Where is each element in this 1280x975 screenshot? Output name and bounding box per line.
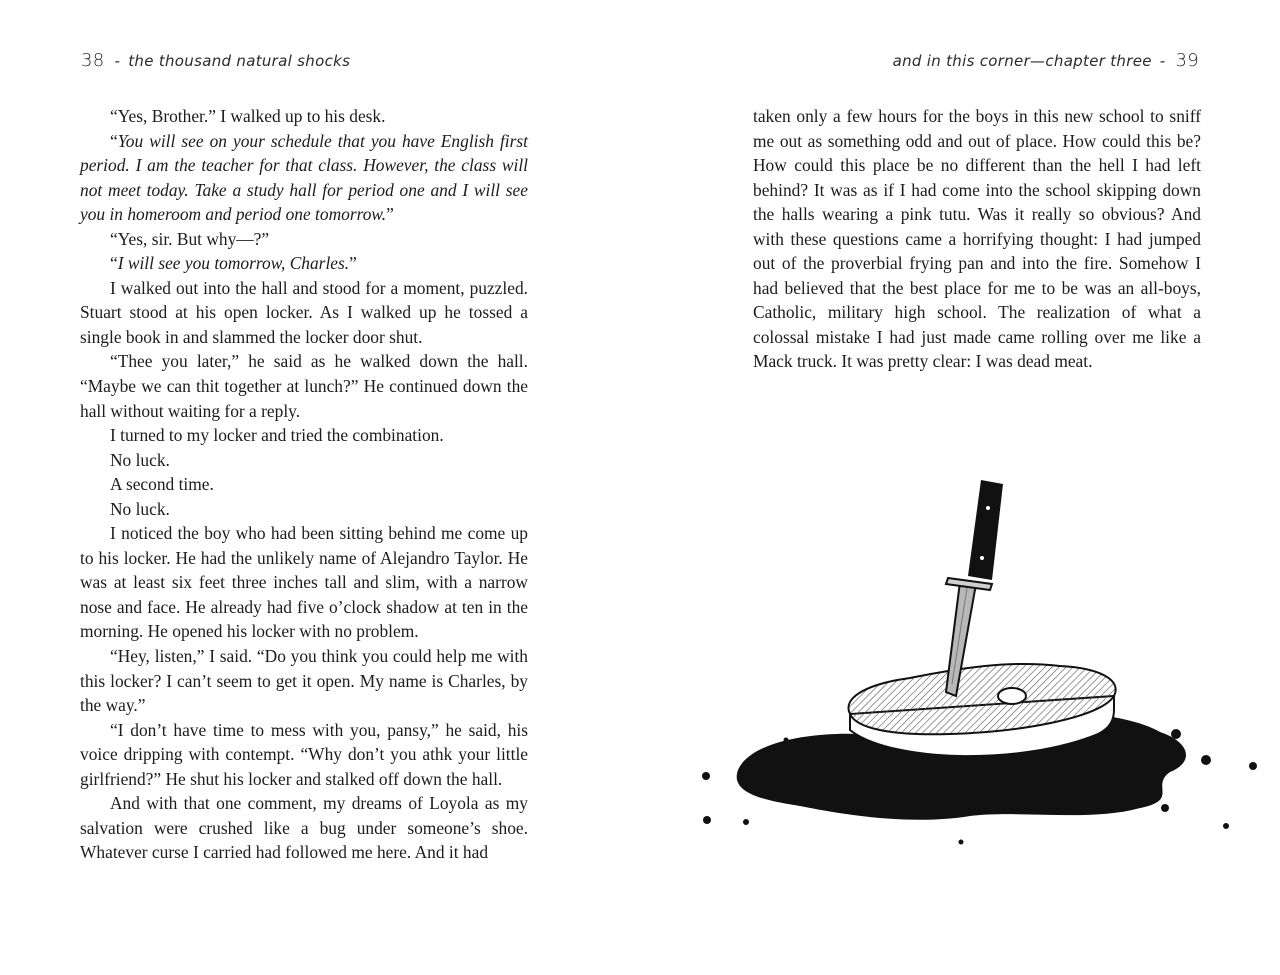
left-page-text: [80, 104, 528, 865]
paragraph: “I don’t have time to mess with you, pansy,” he said, his voice dripping with contempt. “Why don’t you athk your little girlfriend?” He shut his locker and stalked off down the hall.: [80, 719, 528, 789]
paragraph: “Thee you later,” he said as he walked down the hall. “Maybe we can thit together at lunch?” He continued down the hall without waiting for a reply.: [80, 351, 528, 421]
paragraph: And with that one comment, my dreams of Loyola as my salvation were crushed like a bug under someone’s shoe. Whatever curse I carried had followed me here. And it had: [80, 793, 528, 863]
paragraph: A second time.: [110, 474, 214, 495]
ink-splatter: [1161, 804, 1169, 812]
ink-splatter: [1201, 755, 1211, 765]
handle-rivet: [986, 506, 990, 510]
ink-splatter: [702, 772, 710, 780]
ink-splatter: [1171, 729, 1181, 739]
left-header-separator: -: [114, 52, 121, 70]
knife-handle: [968, 480, 1003, 580]
knife-in-steak-illustration: [690, 470, 1270, 860]
right-header-separator: -: [1159, 52, 1166, 70]
paragraph: taken only a few hours for the boys in this new school to sniff me out as something odd and out of place. How could this be? How could this place be no different than the hell I had left behind? It was as if I had come into the school skipping down the halls wearing a pink tutu. Was it really so obvious? And with these questions came a horrifying thought: I had jumped out of the proverbial frying pan and into the fire. Somehow I had believed that the best place for me to be was an all-boys, Catholic, military high school. The realization of what a colossal mistake I had just made came rolling over me like a Mack truck. It was pretty clear: I was dead meat.: [753, 106, 1201, 372]
left-running-head: [79, 50, 350, 71]
paragraph: No luck.: [110, 449, 170, 470]
paragraph: No luck.: [110, 498, 170, 519]
ink-splatter: [1249, 762, 1257, 770]
illustration-svg: [690, 470, 1270, 860]
ink-splatter: [959, 840, 964, 845]
italic-speech: I will see you tomorrow, Charles.: [117, 253, 350, 274]
paragraph: “Yes, sir. But why—?”: [110, 228, 270, 249]
paragraph: I walked out into the hall and stood for a moment, puzzled. Stuart stood at his open locker. As I walked up he tossed a single book in and slammed the locker door shut.: [80, 277, 528, 347]
paragraph: “I will see you tomorrow, Charles.”: [110, 253, 357, 274]
ink-splatter: [784, 738, 789, 743]
paragraph: “Yes, Brother.” I walked up to his desk.: [110, 106, 386, 126]
left-running-title: the thousand natural shocks: [128, 52, 351, 70]
right-running-head: [893, 50, 1201, 71]
paragraph: “Hey, listen,” I said. “Do you think you could help me with this locker? I can’t seem to get it open. My name is Charles, by the way.”: [80, 646, 528, 716]
right-running-title: and in this corner—chapter three: [892, 52, 1152, 70]
ink-splatter: [1223, 823, 1229, 829]
handle-rivet: [980, 556, 984, 560]
right-page-number: 39: [1175, 50, 1199, 71]
ink-splatter: [743, 819, 749, 825]
left-page-number: 38: [81, 50, 105, 71]
paragraph: I turned to my locker and tried the combination.: [110, 425, 444, 446]
steak-bone: [998, 688, 1026, 704]
paragraph: I noticed the boy who had been sitting behind me come up to his locker. He had the unlikely name of Alejandro Taylor. He was at least six feet three inches tall and slim, with a narrow nose and face. He already had five o’clock shadow at ten in the morning. He opened his locker with no problem.: [80, 523, 528, 642]
paragraph: “You will see on your schedule that you have English first period. I am the teacher for that class. However, the class will not meet today. Take a study hall for period one and I will see you in homeroom and period one tomorrow.”: [80, 130, 528, 225]
right-page-text: [753, 104, 1201, 374]
italic-speech: You will see on your schedule that you have English first period. I am the teacher for that class. However, the class will not meet today. Take a study hall for period one and I will see you in homeroom and period one tomorrow.: [80, 130, 528, 225]
ink-splatter: [703, 816, 711, 824]
